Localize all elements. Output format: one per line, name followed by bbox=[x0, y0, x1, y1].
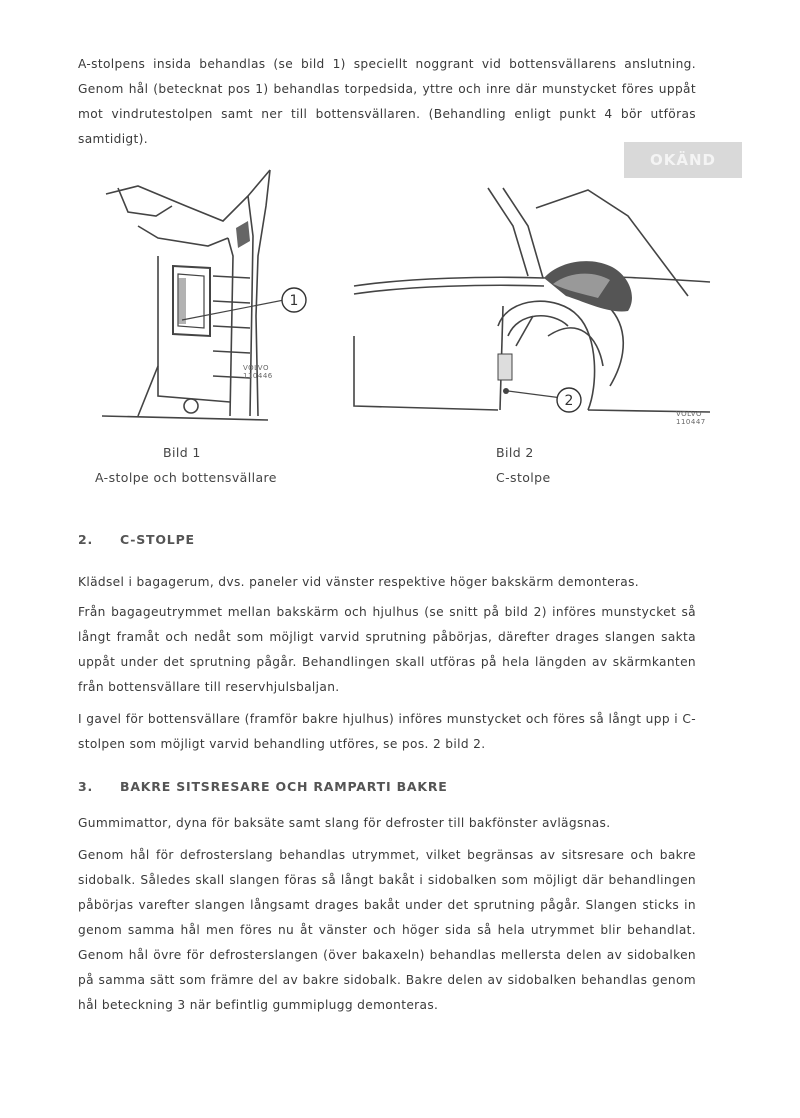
section-2-title: C-STOLPE bbox=[120, 532, 195, 547]
faded-stamp: OKÄND bbox=[624, 142, 742, 178]
callout-1-label: 1 bbox=[289, 293, 299, 309]
figure-2-code-line1: VOLVO bbox=[676, 410, 702, 418]
figure-1-code bbox=[243, 364, 273, 380]
figure-bild-1 bbox=[98, 166, 282, 428]
section-2-paragraph-3: I gavel för bottensvällare (framför bakre hjulhus) införes munstycket och föres så långt upp i C-stolpen som möjligt varvid behandling utföres, se pos. 2 bild 2. bbox=[78, 712, 696, 751]
section-2-paragraph-1: Klädsel i bagagerum, dvs. paneler vid vänster respektive höger bakskärm demonteras. bbox=[78, 575, 640, 589]
figure-2-caption-title: Bild 2 bbox=[496, 445, 534, 460]
figure-1-caption-title: Bild 1 bbox=[163, 445, 201, 460]
section-3-paragraph-2: Genom hål för defrosterslang behandlas utrymmet, vilket begränsas av sitsresare och bakre sidobalk. Således skall slangen föras så långt bakåt i sidobalken som möjligt där behandlingen påbörjas varefter slangen långsamt drages bakåt under det sprutning pågår. Slangen sticks in genom samma hål men föres nu åt vänster och höger sida så hela utrymmet blir behandlat. Genom hål övre för defrosterslangen (över bakaxeln) behandlas mellersta delen av sidobalken på samma sätt som främre del av bakre sidobalk. Bakre delen av sidobalken behandlas genom hål beteckning 3 när befintlig gummiplugg demonteras. bbox=[78, 848, 696, 1012]
figure-1-code-line2: 110446 bbox=[243, 372, 273, 380]
intro-paragraph: A-stolpens insida behandlas (se bild 1) speciellt noggrant vid bottensvällarens anslutning. Genom hål (betecknat pos 1) behandlas torpedsida, yttre och inre där munstycket föres uppåt mot vindrutestolpen samt ner till bottensvällaren. (Behandling enligt punkt 4 bör utföras samtidigt). bbox=[78, 57, 696, 146]
section-3-heading bbox=[78, 779, 448, 794]
figure-2-code bbox=[676, 410, 706, 426]
section-3-title: BAKRE SITSRESARE OCH RAMPARTI BAKRE bbox=[120, 779, 448, 794]
figure-2-caption-subtitle: C-stolpe bbox=[496, 470, 551, 485]
section-3-number: 3. bbox=[78, 779, 94, 794]
figure-bild-2 bbox=[348, 186, 714, 430]
callout-2-marker bbox=[553, 384, 585, 416]
section-2-heading bbox=[78, 532, 195, 547]
callout-2-label: 2 bbox=[564, 393, 574, 409]
c-pillar-illustration bbox=[348, 186, 714, 430]
section-2-paragraph-2: Från bagageutrymmet mellan bakskärm och hjulhus (se snitt på bild 2) införes munstycket så långt framåt och nedåt som möjligt varvid sprutning påbörjas, därefter drages slangen sakta uppåt under det sprutning pågår. Behandlingen skall utföras på hela längden av skärmkanten från bottensvällare till reservhjulsbaljan. bbox=[78, 605, 696, 694]
section-2-number: 2. bbox=[78, 532, 94, 547]
figure-1-caption-subtitle: A-stolpe och bottensvällare bbox=[95, 470, 277, 485]
figure-2-code-line2: 110447 bbox=[676, 418, 706, 426]
figure-1-code-line1: VOLVO bbox=[243, 364, 269, 372]
section-3-paragraph-1: Gummimattor, dyna för baksäte samt slang för defroster till bakfönster avlägsnas. bbox=[78, 816, 611, 830]
a-pillar-illustration bbox=[98, 166, 282, 428]
callout-1-marker bbox=[278, 284, 310, 316]
